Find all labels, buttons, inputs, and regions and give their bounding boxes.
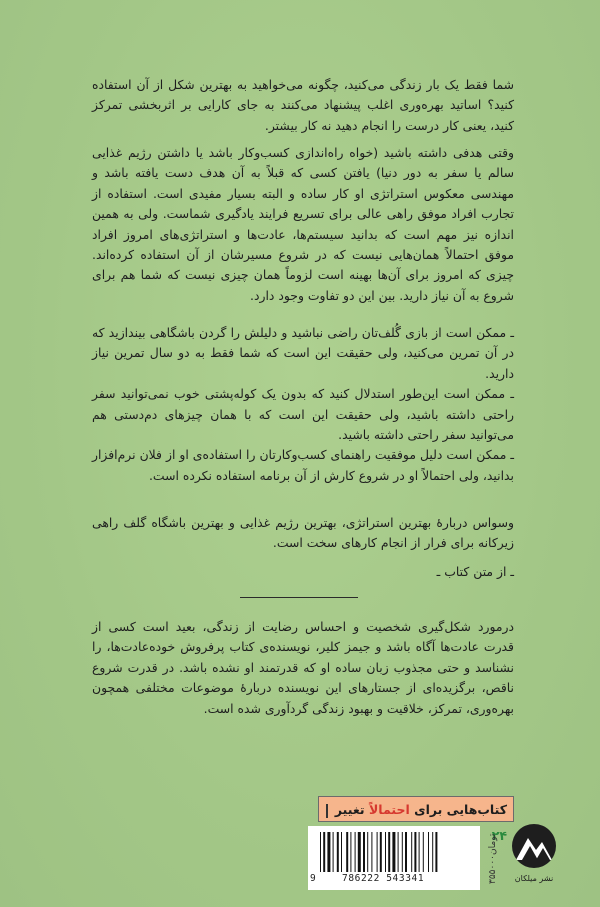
barcode-bar — [428, 832, 429, 872]
barcode-bar — [411, 832, 412, 872]
closing-text: وسواس دربارهٔ بهترین استراتژی، بهترین رژیم غذایی و بهترین باشگاه گلف راهی زیرکانه برای فرار از انجام کارهای سخت است. — [92, 515, 514, 551]
bullet-item: ـ ممکن است از بازی گُلف‌تان راضی نباشید و دلیلش را گردن باشگاهی بیندازید که در آن تمرین می‌کنید، ولی حقیقت این است که شما فقط به دو سال تمرین نیاز دارید. — [92, 325, 514, 381]
body-text: وقتی هدفی داشته باشید (خواه راه‌اندازی کسب‌وکار باشد یا داشتن رژیم غذایی سالم یا سفر به دور دنیا) یافتن کسی که قبلاً به آن هدف دست یافته باشد و مهندسی معکوس استراتژی او کار ساده و البته بسیار مفیدی است. استفاده از تجارب افراد موفق راهی عالی برای تسریع فرایند یادگیری شماست. ولی به همین اندازه نیز مهم است که بدانید سیستم‌ها، عادت‌ها و استراتژی‌های امروز افراد موفق احتمالاً همان‌هایی نیست که در شروع مسیرشان از آن استفاده کرده‌اند. چیزی که امروز برای آن‌ها بهینه است لزوماً همان چیزی نیست که شما هم برای شروع به آن نیاز دارید. بین این دو تفاوت وجود دارد. — [92, 145, 514, 303]
intro-text: شما فقط یک بار زندگی می‌کنید، چگونه می‌خواهید به بهترین شکل از آن استفاده کنید؟ اساتید بهره‌وری اغلب پیشنهاد می‌کنند به جای کارایی بر اثربخشی تمرکز کنید، یعنی کار درست را انجام دهید نه کار بیشتر. — [92, 77, 514, 133]
barcode-bar — [419, 832, 420, 872]
mountain-icon — [512, 824, 556, 868]
publisher-name: نشر میلکان — [514, 874, 554, 883]
series-label-accent: احتمالاً — [368, 802, 410, 817]
bullet-item: ـ ممکن است دلیل موفقیت راهنمای کسب‌وکارتان را استفاده‌ی او از فلان نرم‌افزار بدانید، ولی احتمالاً او در شروع کارش از آن برنامه استفاده نکرده است. — [92, 447, 514, 483]
barcode-bar — [371, 832, 372, 872]
isbn-barcode — [308, 826, 480, 890]
intro-paragraph — [92, 75, 514, 136]
barcode-bar — [414, 832, 416, 872]
bullet-item: ـ ممکن است این‌طور استدلال کنید که بدون یک کوله‌پشتی خوب نمی‌توانید سفر راحتی داشته باشید، ولی حقیقت این است که با همان چیزهای دم‌دستی هم می‌توانید سفر راحتی داشته باشید. — [92, 386, 514, 443]
series-separator — [326, 804, 327, 818]
price-text: ۳۵۵۰۰۰تومان — [488, 833, 498, 885]
barcode-bar — [337, 832, 339, 872]
series-label-part1: کتاب‌هایی برای — [414, 802, 507, 817]
barcode-bar — [355, 832, 356, 872]
series-number: ۲۴ — [491, 828, 507, 843]
barcode-bar — [435, 832, 437, 872]
barcode-bar — [341, 832, 342, 872]
series-label — [318, 796, 514, 843]
body-paragraph — [92, 143, 514, 306]
barcode-bar — [327, 832, 330, 872]
about-paragraph — [92, 617, 514, 719]
divider — [240, 597, 358, 598]
barcode-bar — [363, 832, 365, 872]
barcode-bar — [333, 832, 334, 872]
barcode-bar — [380, 832, 382, 872]
barcode-bar — [323, 832, 325, 872]
isbn-lead: 9 — [310, 873, 316, 884]
publisher-logo — [512, 824, 556, 896]
source-line — [92, 562, 514, 582]
barcode-bar — [377, 832, 378, 872]
barcode-bar — [405, 832, 407, 872]
bullet-list — [92, 323, 514, 486]
series-label-part2: تغییر — [334, 802, 365, 817]
barcode-bar — [320, 832, 321, 872]
barcode-bar — [398, 832, 399, 872]
barcode-bar — [392, 832, 395, 872]
barcode-bar — [402, 832, 403, 872]
barcode-bar — [358, 832, 361, 872]
closing-paragraph — [92, 513, 514, 554]
barcode-bars — [316, 832, 472, 874]
about-text: درمورد شکل‌گیری شخصیت و احساس رضایت از زندگی، بعید است کسی از قدرت عادت‌ها آگاه باشد و جیمز کلیر، نویسنده‌ی کتاب پرفروش خوده‌عادت‌ها، را نشناسد و حتی مجذوب زبان ساده او که قدرتمند او نشده باشد. در قدرت شروع ناقص، برگزیده‌ای از جستارهای این نویسنده دربارهٔ موضوعات مختلفی همچون بهره‌وری، تمرکز، خلاقیت و بهبود زندگی گردآوری شده است. — [92, 619, 514, 716]
barcode-bar — [350, 832, 351, 872]
barcode-bar — [432, 832, 433, 872]
barcode-bar — [385, 832, 386, 872]
barcode-bar — [423, 832, 424, 872]
barcode-bar — [346, 832, 348, 872]
barcode-bar — [388, 832, 390, 872]
barcode-bar — [367, 832, 368, 872]
isbn-digits: 786222 543341 — [342, 873, 425, 884]
source-text: ـ از متن کتاب ـ — [436, 564, 514, 579]
